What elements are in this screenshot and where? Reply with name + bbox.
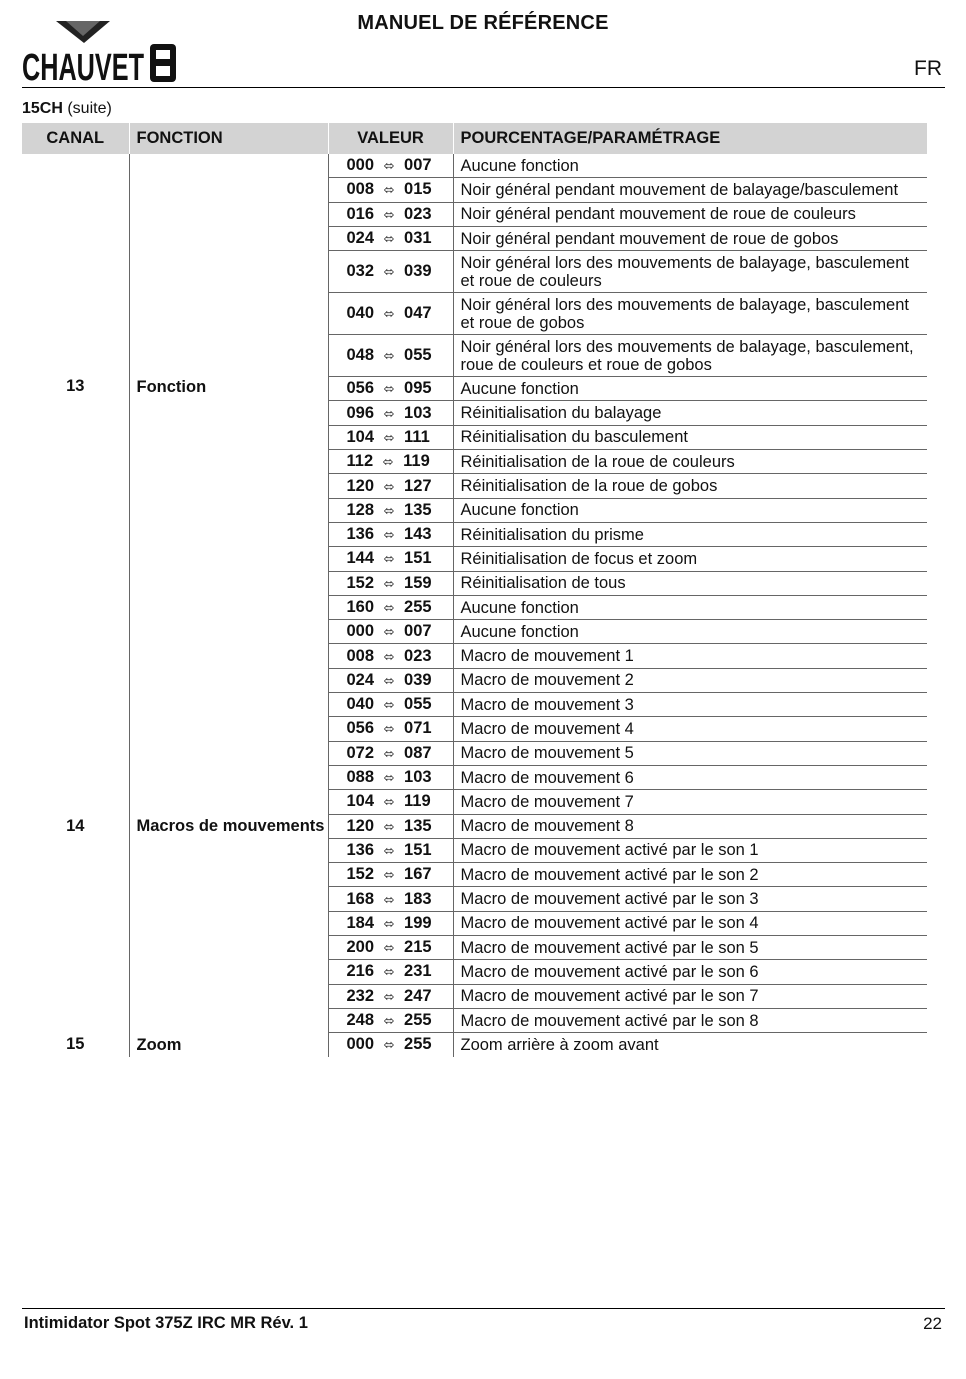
value-range — [328, 790, 453, 814]
column-header-fonction: FONCTION — [129, 123, 328, 154]
setting-description: Aucune fonction — [453, 154, 927, 178]
value-to: 231 — [404, 962, 432, 981]
setting-description: Macro de mouvement 3 — [453, 693, 927, 717]
setting-description: Réinitialisation de focus et zoom — [453, 547, 927, 571]
value-to: 039 — [404, 670, 432, 689]
section-title: 15CH (suite) — [22, 100, 112, 117]
setting-description: Macro de mouvement 8 — [453, 814, 927, 838]
value-from: 032 — [346, 262, 375, 281]
value-to: 031 — [404, 229, 432, 248]
value-range — [328, 154, 453, 178]
range-arrow-icon: ⬄ — [383, 527, 395, 543]
value-from: 136 — [346, 840, 375, 859]
table-row — [22, 620, 927, 644]
value-from: 040 — [346, 695, 375, 714]
range-arrow-icon: ⬄ — [383, 429, 395, 445]
value-to: 135 — [404, 816, 432, 835]
value-to: 167 — [404, 865, 432, 884]
dmx-channel-table — [22, 123, 927, 1057]
range-arrow-icon: ⬄ — [383, 842, 395, 858]
range-arrow-icon: ⬄ — [383, 867, 395, 883]
value-to: 103 — [404, 768, 432, 787]
value-from: 000 — [346, 156, 375, 175]
range-arrow-icon: ⬄ — [383, 348, 395, 364]
value-from: 216 — [346, 962, 375, 981]
setting-description: Noir général lors des mouvements de balayage, basculement, roue de couleurs et roue de gobos — [453, 335, 927, 377]
range-arrow-icon: ⬄ — [383, 158, 395, 174]
value-range — [328, 1033, 453, 1057]
value-from: 000 — [346, 622, 375, 641]
column-header-canal: CANAL — [22, 123, 129, 154]
value-from: 096 — [346, 403, 375, 422]
value-range — [328, 960, 453, 984]
value-from: 024 — [346, 670, 375, 689]
value-to: 199 — [404, 913, 432, 932]
setting-description: Macro de mouvement 5 — [453, 741, 927, 765]
range-arrow-icon: ⬄ — [383, 551, 395, 567]
value-from: 152 — [346, 573, 375, 592]
setting-description: Aucune fonction — [453, 377, 927, 401]
document-title: MANUEL DE RÉFÉRENCE — [357, 12, 609, 34]
channel-function: Zoom — [129, 1033, 328, 1057]
channel-number: 13 — [22, 154, 129, 620]
setting-description: Noir général lors des mouvements de balayage, basculement et roue de gobos — [453, 293, 927, 335]
value-range — [328, 226, 453, 250]
value-to: 135 — [404, 500, 432, 519]
value-range — [328, 838, 453, 862]
range-arrow-icon: ⬄ — [383, 794, 395, 810]
table-body — [22, 154, 927, 1057]
value-range — [328, 620, 453, 644]
value-to: 007 — [404, 156, 432, 175]
range-arrow-icon: ⬄ — [383, 745, 395, 761]
value-to: 151 — [404, 549, 432, 568]
value-from: 152 — [346, 865, 375, 884]
value-from: 248 — [346, 1011, 375, 1030]
value-to: 255 — [404, 1011, 432, 1030]
range-arrow-icon: ⬄ — [383, 600, 395, 615]
value-from: 088 — [346, 768, 375, 787]
setting-description: Réinitialisation du basculement — [453, 425, 927, 449]
table-row — [22, 1033, 927, 1057]
value-to: 119 — [403, 452, 430, 471]
language-code: FR — [914, 57, 942, 80]
range-arrow-icon: ⬄ — [382, 454, 394, 470]
value-from: 072 — [346, 743, 375, 762]
value-range — [328, 1008, 453, 1032]
setting-description: Réinitialisation de la roue de gobos — [453, 474, 927, 498]
value-range — [328, 765, 453, 789]
value-to: 143 — [404, 525, 432, 544]
value-to: 255 — [404, 1035, 432, 1054]
value-from: 016 — [346, 204, 375, 223]
value-from: 168 — [346, 889, 375, 908]
value-from: 200 — [346, 938, 375, 957]
setting-description: Macro de mouvement activé par le son 7 — [453, 984, 927, 1008]
value-from: 120 — [346, 476, 375, 495]
range-arrow-icon: ⬄ — [383, 182, 395, 198]
value-range — [328, 498, 453, 522]
value-range — [328, 644, 453, 668]
value-from: 232 — [346, 986, 375, 1005]
value-range — [328, 571, 453, 595]
table-row — [22, 154, 927, 178]
value-to: 047 — [404, 304, 432, 323]
channel-function: Macros de mouvements — [129, 620, 328, 1033]
page-number: 22 — [923, 1314, 942, 1333]
setting-description: Macro de mouvement 2 — [453, 668, 927, 692]
channel-number: 14 — [22, 620, 129, 1033]
range-arrow-icon: ⬄ — [383, 231, 395, 247]
value-range — [328, 887, 453, 911]
value-range — [328, 401, 453, 425]
value-range — [328, 814, 453, 838]
setting-description: Macro de mouvement activé par le son 5 — [453, 936, 927, 960]
value-to: 015 — [404, 180, 432, 199]
column-header-valeur: VALEUR — [328, 123, 453, 154]
setting-description: Réinitialisation de tous — [453, 571, 927, 595]
range-arrow-icon: ⬄ — [383, 891, 395, 907]
value-to: 023 — [404, 646, 432, 665]
value-from: 056 — [346, 719, 375, 738]
value-to: 055 — [404, 695, 432, 714]
value-to: 039 — [404, 262, 432, 281]
setting-description: Noir général pendant mouvement de balayage/basculement — [453, 178, 927, 202]
footer-product-name: Intimidator Spot 375Z IRC MR Rév. 1 — [24, 1314, 308, 1332]
value-to: 111 — [404, 427, 430, 446]
value-to: 071 — [404, 719, 432, 738]
value-from: 104 — [346, 427, 375, 446]
value-to: 087 — [404, 743, 432, 762]
setting-description: Aucune fonction — [453, 620, 927, 644]
setting-description: Noir général lors des mouvements de balayage, basculement et roue de couleurs — [453, 251, 927, 293]
setting-description: Macro de mouvement activé par le son 8 — [453, 1008, 927, 1032]
setting-description: Macro de mouvement 7 — [453, 790, 927, 814]
range-arrow-icon: ⬄ — [383, 721, 395, 737]
setting-description: Macro de mouvement activé par le son 3 — [453, 887, 927, 911]
value-range — [328, 984, 453, 1008]
value-range — [328, 863, 453, 887]
value-range — [328, 474, 453, 498]
channel-function: Fonction — [129, 154, 328, 620]
range-arrow-icon: ⬄ — [383, 264, 395, 280]
range-arrow-icon: ⬄ — [383, 381, 395, 397]
setting-description: Réinitialisation du balayage — [453, 401, 927, 425]
value-from: 056 — [346, 379, 375, 398]
setting-description: Macro de mouvement activé par le son 6 — [453, 960, 927, 984]
value-from: 120 — [346, 816, 375, 835]
setting-description: Macro de mouvement 6 — [453, 765, 927, 789]
value-to: 159 — [404, 573, 432, 592]
range-arrow-icon: ⬄ — [383, 672, 395, 688]
setting-description: Zoom arrière à zoom avant — [460, 1035, 659, 1054]
value-to: 247 — [404, 986, 432, 1005]
range-arrow-icon: ⬄ — [383, 964, 395, 980]
range-arrow-icon: ⬄ — [383, 478, 395, 494]
value-to: 055 — [404, 346, 432, 365]
range-arrow-icon: ⬄ — [383, 940, 395, 956]
value-to: 183 — [404, 889, 432, 908]
table-header-row — [22, 123, 927, 154]
value-range — [328, 425, 453, 449]
range-arrow-icon: ⬄ — [383, 502, 395, 518]
range-arrow-icon: ⬄ — [383, 818, 395, 834]
value-from: 160 — [346, 598, 375, 616]
setting-description: Réinitialisation du prisme — [453, 522, 927, 546]
value-range — [328, 595, 453, 619]
value-from: 136 — [346, 525, 375, 544]
value-range — [328, 936, 453, 960]
value-to: 103 — [404, 403, 432, 422]
value-from: 112 — [346, 452, 374, 471]
value-range — [328, 251, 453, 293]
setting-description: Aucune fonction — [453, 595, 927, 619]
value-to: 095 — [404, 379, 432, 398]
value-from: 144 — [346, 549, 375, 568]
setting-description: Macro de mouvement 4 — [453, 717, 927, 741]
value-to: 151 — [404, 840, 432, 859]
value-to: 127 — [404, 476, 432, 495]
value-from: 128 — [346, 500, 375, 519]
value-from: 104 — [346, 792, 375, 811]
range-arrow-icon: ⬄ — [383, 697, 395, 713]
value-range — [328, 693, 453, 717]
value-to: 007 — [404, 622, 432, 641]
range-arrow-icon: ⬄ — [383, 306, 395, 322]
setting-description: Aucune fonction — [453, 498, 927, 522]
range-arrow-icon: ⬄ — [383, 1013, 395, 1029]
value-range — [328, 522, 453, 546]
setting-description: Macro de mouvement 1 — [453, 644, 927, 668]
value-range — [328, 741, 453, 765]
value-from: 000 — [346, 1035, 375, 1054]
value-range — [328, 450, 453, 474]
range-arrow-icon: ⬄ — [383, 206, 395, 222]
value-to: 215 — [404, 938, 432, 957]
value-from: 048 — [346, 346, 375, 365]
range-arrow-icon: ⬄ — [383, 624, 395, 640]
value-range — [328, 547, 453, 571]
range-arrow-icon: ⬄ — [383, 770, 395, 786]
value-from: 040 — [346, 304, 375, 323]
svg-text:CHAUVET: CHAUVET — [22, 47, 144, 89]
column-header-pourcentage: POURCENTAGE/PARAMÉTRAGE — [453, 123, 927, 154]
value-range — [328, 668, 453, 692]
value-from: 008 — [346, 180, 375, 199]
value-range — [328, 335, 453, 377]
range-arrow-icon: ⬄ — [383, 648, 395, 664]
value-from: 184 — [346, 913, 375, 932]
setting-description: Noir général pendant mouvement de roue de gobos — [453, 226, 927, 250]
value-to: 119 — [404, 792, 431, 811]
footer-divider — [22, 1308, 945, 1309]
value-from: 008 — [346, 646, 375, 665]
value-to: 023 — [404, 204, 432, 223]
channel-number: 15 — [22, 1033, 129, 1057]
setting-description: Macro de mouvement activé par le son 1 — [453, 838, 927, 862]
range-arrow-icon: ⬄ — [383, 1037, 395, 1053]
range-arrow-icon: ⬄ — [383, 988, 395, 1004]
setting-description: Noir général pendant mouvement de roue de couleurs — [453, 202, 927, 226]
setting-description: Macro de mouvement activé par le son 2 — [453, 863, 927, 887]
value-from: 024 — [346, 229, 375, 248]
value-to: 255 — [404, 598, 432, 616]
setting-description: Macro de mouvement activé par le son 4 — [453, 911, 927, 935]
value-range — [328, 293, 453, 335]
range-arrow-icon: ⬄ — [383, 405, 395, 421]
header-divider — [22, 87, 945, 88]
value-range — [328, 178, 453, 202]
value-range — [328, 717, 453, 741]
value-range — [328, 911, 453, 935]
value-range — [328, 377, 453, 401]
range-arrow-icon: ⬄ — [383, 575, 395, 591]
range-arrow-icon: ⬄ — [383, 915, 395, 931]
value-range — [328, 202, 453, 226]
setting-description: Réinitialisation de la roue de couleurs — [453, 450, 927, 474]
